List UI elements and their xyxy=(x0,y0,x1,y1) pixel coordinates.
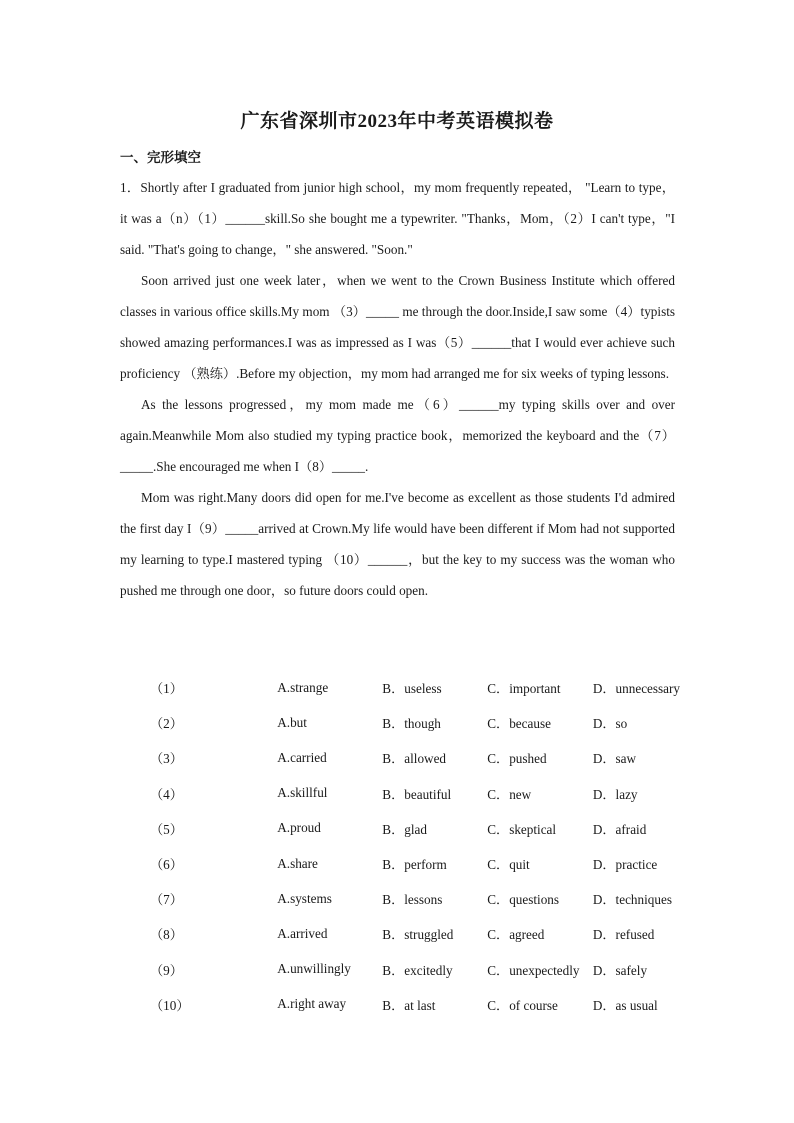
option-b: B．though xyxy=(382,716,441,732)
option-d: D．unnecessary xyxy=(592,681,680,697)
option-c: C．of course xyxy=(487,997,558,1013)
question-number: （2） xyxy=(150,716,183,732)
option-c: C．new xyxy=(487,786,532,802)
question-row xyxy=(120,846,680,881)
option-b: B．struggled xyxy=(382,927,454,943)
option-a: A.unwillingly xyxy=(277,961,351,977)
question-row xyxy=(120,987,680,1022)
option-d: D．safely xyxy=(592,962,648,978)
question-row xyxy=(120,776,680,811)
option-c: C．quit xyxy=(487,857,530,873)
option-a: A.carried xyxy=(277,749,327,765)
question-number: （8） xyxy=(150,927,183,943)
question-number: （9） xyxy=(150,962,183,978)
option-b: B．useless xyxy=(382,681,442,697)
option-a: A.systems xyxy=(277,890,332,906)
passage-paragraph: 1．Shortly after I graduated from junior high school，my mom frequently repeated， "Learn to type，it was a（n）（1）______skill.So she bought me a typewriter. "Thanks，Mom，（2）I can't type，"I said. "That's going to change，" she answered. "Soon." xyxy=(120,180,675,257)
option-a: A.right away xyxy=(277,996,347,1012)
option-a: A.strange xyxy=(277,679,329,695)
option-d: D．saw xyxy=(592,751,637,767)
question-row xyxy=(120,670,680,705)
question-row xyxy=(120,811,680,846)
question-row xyxy=(120,916,680,951)
option-d: D．practice xyxy=(592,857,658,873)
passage-paragraph: Soon arrived just one week later，when we went to the Crown Business Institute which offered classes in various office skills.My mom （3）_____ me through the door.Inside,I saw some（4）typists showed amazing performances.I was as impressed as I was（5）______that I would ever achieve such proficiency （熟练）.Before my objection，my mom had arranged me for six weeks of typing lessons. xyxy=(120,273,675,381)
option-a: A.share xyxy=(277,855,318,871)
option-c: C．unexpectedly xyxy=(487,962,580,978)
option-c: C．questions xyxy=(487,892,560,908)
option-c: C．agreed xyxy=(487,927,545,943)
option-b: B．glad xyxy=(382,821,427,837)
option-a: A.arrived xyxy=(277,925,328,941)
question-row xyxy=(120,740,680,775)
option-b: B．at last xyxy=(382,997,436,1013)
option-b: B．lessons xyxy=(382,892,443,908)
option-d: D．as usual xyxy=(592,997,658,1013)
question-row xyxy=(120,705,680,740)
question-number: （4） xyxy=(150,786,183,802)
section-heading: 一、完形填空 xyxy=(120,150,201,165)
passage-paragraph: Mom was right.Many doors did open for me.I've become as excellent as those students I'd admired the first day I（9）_____arrived at Crown.My life would have been different if Mom had not supported my learning to type.I mastered typing （10）______，but the key to my success was the woman who pushed me through one door，so future doors could open. xyxy=(120,490,675,598)
question-number: （10） xyxy=(150,997,190,1013)
question-row xyxy=(120,952,680,987)
option-d: D．afraid xyxy=(592,821,647,837)
option-c: C．skeptical xyxy=(487,821,557,837)
option-a: A.proud xyxy=(277,820,321,836)
question-number: （5） xyxy=(150,821,183,837)
option-b: B．beautiful xyxy=(382,786,452,802)
question-number: （7） xyxy=(150,892,183,908)
option-d: D．lazy xyxy=(592,786,638,802)
page-title: 广东省深圳市2023年中考英语模拟卷 xyxy=(240,111,554,132)
option-d: D．refused xyxy=(592,927,655,943)
question-row xyxy=(120,881,680,916)
question-number: （6） xyxy=(150,857,183,873)
question-number: （1） xyxy=(150,681,183,697)
option-d: D．techniques xyxy=(592,892,672,908)
option-c: C．important xyxy=(487,681,561,697)
passage-paragraph: As the lessons progressed，my mom made me（6）______my typing skills over and over again.Meanwhile Mom also studied my typing practice book，memorized the keyboard and the（7）_____.She encouraged me when I（8）_____. xyxy=(120,397,675,474)
option-d: D．so xyxy=(592,716,628,732)
option-b: B．allowed xyxy=(382,751,447,767)
option-b: B．excitedly xyxy=(382,962,453,978)
option-a: A.but xyxy=(277,714,307,730)
option-b: B．perform xyxy=(382,857,447,873)
question-number: （3） xyxy=(150,751,183,767)
option-c: C．because xyxy=(487,716,551,732)
option-c: C．pushed xyxy=(487,751,547,767)
cloze-passage xyxy=(120,172,675,606)
options-table xyxy=(120,670,680,1022)
option-a: A.skillful xyxy=(277,785,328,801)
